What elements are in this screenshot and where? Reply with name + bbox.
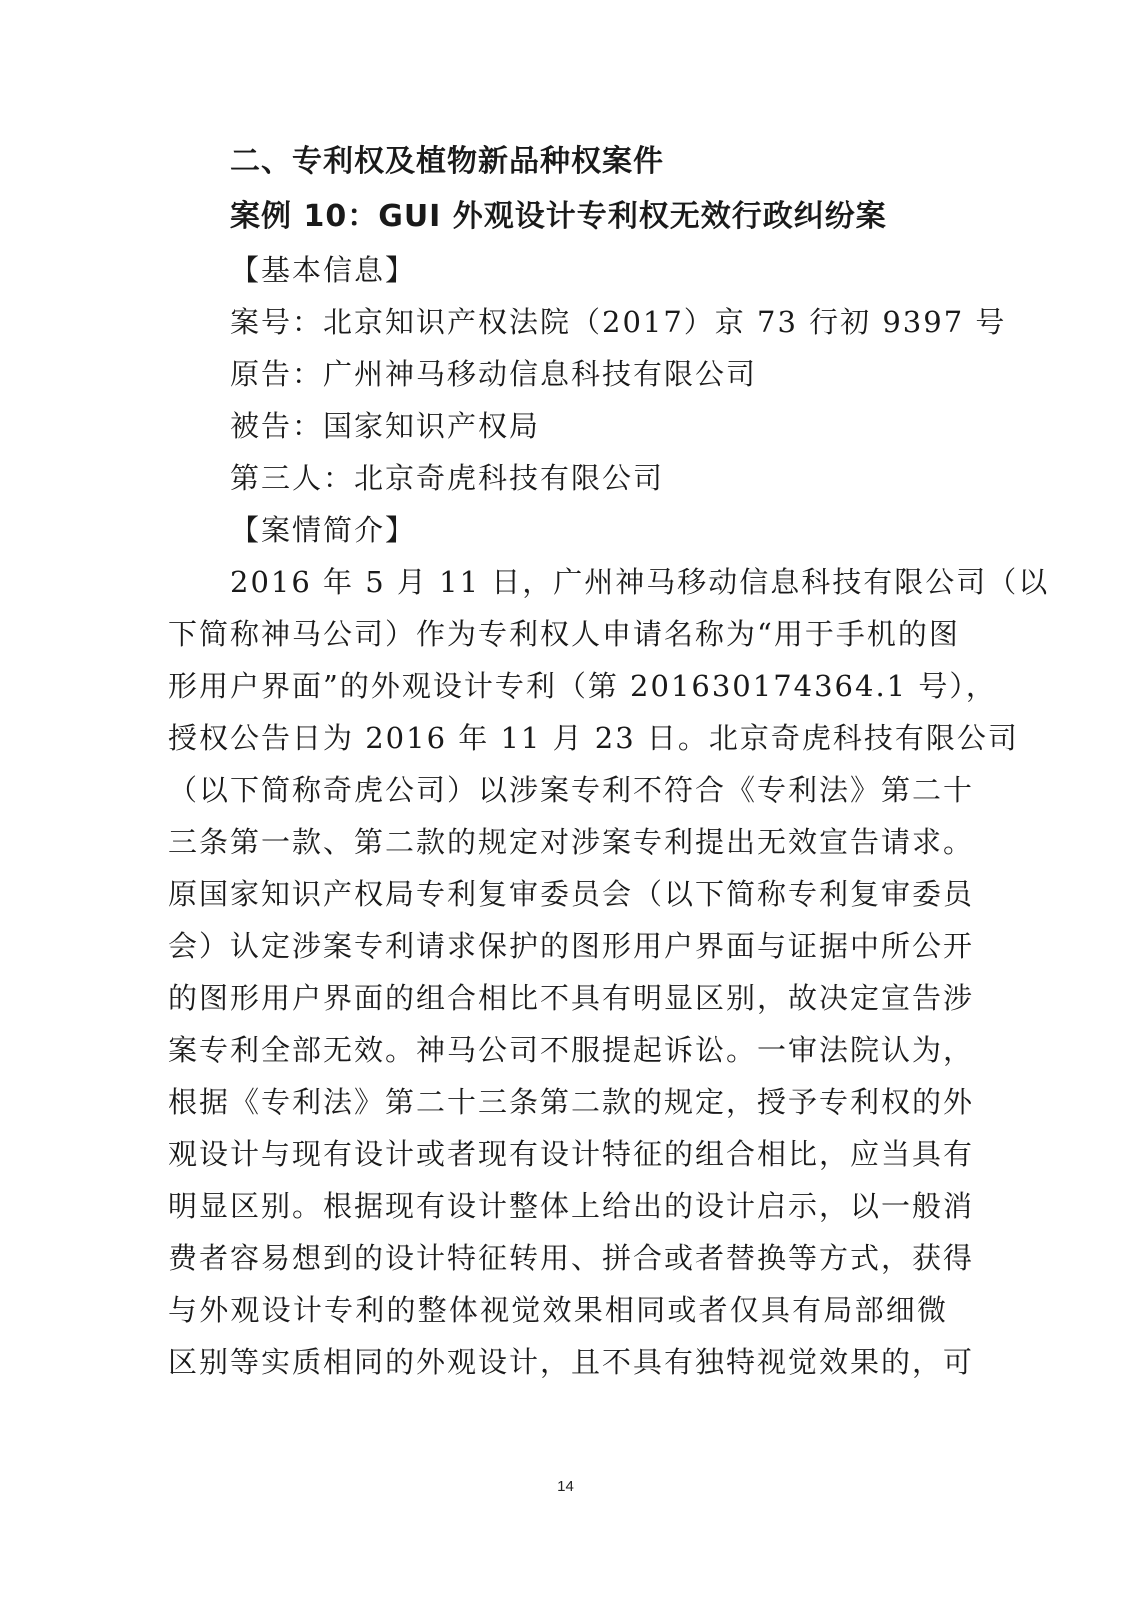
summary-line: 授权公告日为 2016 年 11 月 23 日。北京奇虎科技有限公司 bbox=[168, 721, 1019, 755]
summary-line: 的图形用户界面的组合相比不具有明显区别，故决定宣告涉 bbox=[168, 981, 975, 1015]
summary-line: 根据《专利法》第二十三条第二款的规定，授予专利权的外 bbox=[168, 1085, 975, 1119]
summary-line: 形用户界面”的外观设计专利（第 201630174364.1 号）， bbox=[168, 669, 997, 703]
summary-line: 原国家知识产权局专利复审委员会（以下简称专利复审委员 bbox=[168, 877, 975, 911]
basic-info-heading: 【基本信息】 bbox=[230, 253, 417, 287]
summary-line: 明显区别。根据现有设计整体上给出的设计启示，以一般消 bbox=[168, 1189, 975, 1223]
section-title: 二、专利权及植物新品种权案件 bbox=[230, 144, 664, 179]
summary-heading: 【案情简介】 bbox=[230, 513, 417, 547]
page-number: 14 bbox=[557, 1478, 574, 1495]
summary-line: 案专利全部无效。神马公司不服提起诉讼。一审法院认为， bbox=[168, 1033, 975, 1067]
summary-line: 下简称神马公司）作为专利权人申请名称为“用于手机的图 bbox=[168, 617, 960, 651]
summary-line: 费者容易想到的设计特征转用、拼合或者替换等方式，获得 bbox=[168, 1241, 975, 1275]
summary-line: 三条第一款、第二款的规定对涉案专利提出无效宣告请求。 bbox=[168, 825, 975, 859]
summary-line: 区别等实质相同的外观设计，且不具有独特视觉效果的，可 bbox=[168, 1345, 975, 1379]
defendant: 被告：国家知识产权局 bbox=[230, 409, 541, 443]
summary-line: （以下简称奇虎公司）以涉案专利不符合《专利法》第二十 bbox=[168, 773, 975, 807]
case-title: 案例 10：GUI 外观设计专利权无效行政纠纷案 bbox=[230, 199, 887, 234]
summary-line: 与外观设计专利的整体视觉效果相同或者仅具有局部细微 bbox=[168, 1293, 948, 1327]
case-number: 案号：北京知识产权法院（2017）京 73 行初 9397 号 bbox=[230, 305, 1007, 339]
summary-line: 2016 年 5 月 11 日，广州神马移动信息科技有限公司（以 bbox=[230, 565, 1050, 599]
summary-line: 观设计与现有设计或者现有设计特征的组合相比，应当具有 bbox=[168, 1137, 975, 1171]
summary-line: 会）认定涉案专利请求保护的图形用户界面与证据中所公开 bbox=[168, 929, 975, 963]
third-party: 第三人：北京奇虎科技有限公司 bbox=[230, 461, 665, 495]
plaintiff: 原告：广州神马移动信息科技有限公司 bbox=[230, 357, 758, 391]
